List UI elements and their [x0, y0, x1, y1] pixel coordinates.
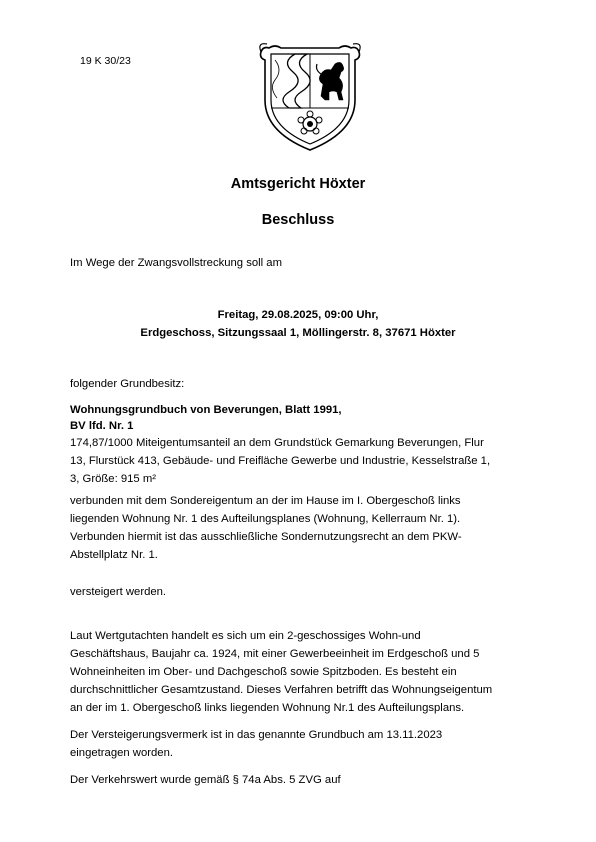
appraisal-line: Geschäftshaus, Baujahr ca. 1924, mit einer Gewerbeeinheit im Erdgeschoß und 5: [70, 648, 480, 660]
property-intro: folgender Grundbesitz:: [70, 378, 185, 390]
registration-line: Der Versteigerungsvermerk ist in das genannte Grundbuch am 13.11.2023: [70, 729, 443, 741]
nrw-coat-of-arms-icon: [255, 40, 365, 154]
document-title: Beschluss: [261, 212, 335, 228]
description-line: 13, Flurstück 413, Gebäude- und Freifläche Gewerbe und Industrie, Kesselstraße 1,: [70, 455, 491, 467]
description-line: 3, Größe: 915 m²: [70, 473, 157, 485]
register-title: Wohnungsgrundbuch von Beverungen, Blatt 1991,: [70, 404, 342, 416]
appraisal-line: Laut Wertgutachten handelt es sich um ein 2-geschossiges Wohn-und: [70, 630, 421, 642]
register-item: BV lfd. Nr. 1: [70, 420, 134, 432]
description-line: liegenden Wohnung Nr. 1 des Aufteilungsplanes (Wohnung, Kellerraum Nr. 1).: [70, 513, 461, 525]
auction-text: versteigert werden.: [70, 586, 167, 598]
auction-location: Erdgeschoss, Sitzungssaal 1, Möllingerstr. 8, 37671 Höxter: [140, 327, 456, 339]
court-name: Amtsgericht Höxter: [230, 176, 366, 192]
appraisal-line: an der im 1. Obergeschoß links liegenden Wohnung Nr.1 des Aufteilungsplans.: [70, 702, 465, 714]
value-text: Der Verkehrswert wurde gemäß § 74a Abs. 5 ZVG auf: [70, 774, 341, 786]
description-line: verbunden mit dem Sondereigentum an der im Hause im I. Obergeschoß links: [70, 495, 461, 507]
description-line: Abstellplatz Nr. 1.: [70, 549, 158, 561]
auction-date: Freitag, 29.08.2025, 09:00 Uhr,: [217, 309, 379, 321]
appraisal-line: Wohneinheiten im Ober- und Dachgeschoß sowie Spitzboden. Es besteht ein: [70, 666, 457, 678]
intro-text: Im Wege der Zwangsvollstreckung soll am: [70, 257, 283, 269]
case-number: 19 K 30/23: [80, 55, 131, 67]
appraisal-line: durchschnittlicher Gesamtzustand. Dieses Verfahren betrifft das Wohnungseigentum: [70, 684, 493, 696]
description-line: 174,87/1000 Miteigentumsanteil an dem Grundstück Gemarkung Beverungen, Flur: [70, 437, 484, 449]
registration-line: eingetragen worden.: [70, 747, 174, 759]
description-line: Verbunden hiermit ist das ausschließliche Sondernutzungsrecht an dem PKW-: [70, 531, 462, 543]
